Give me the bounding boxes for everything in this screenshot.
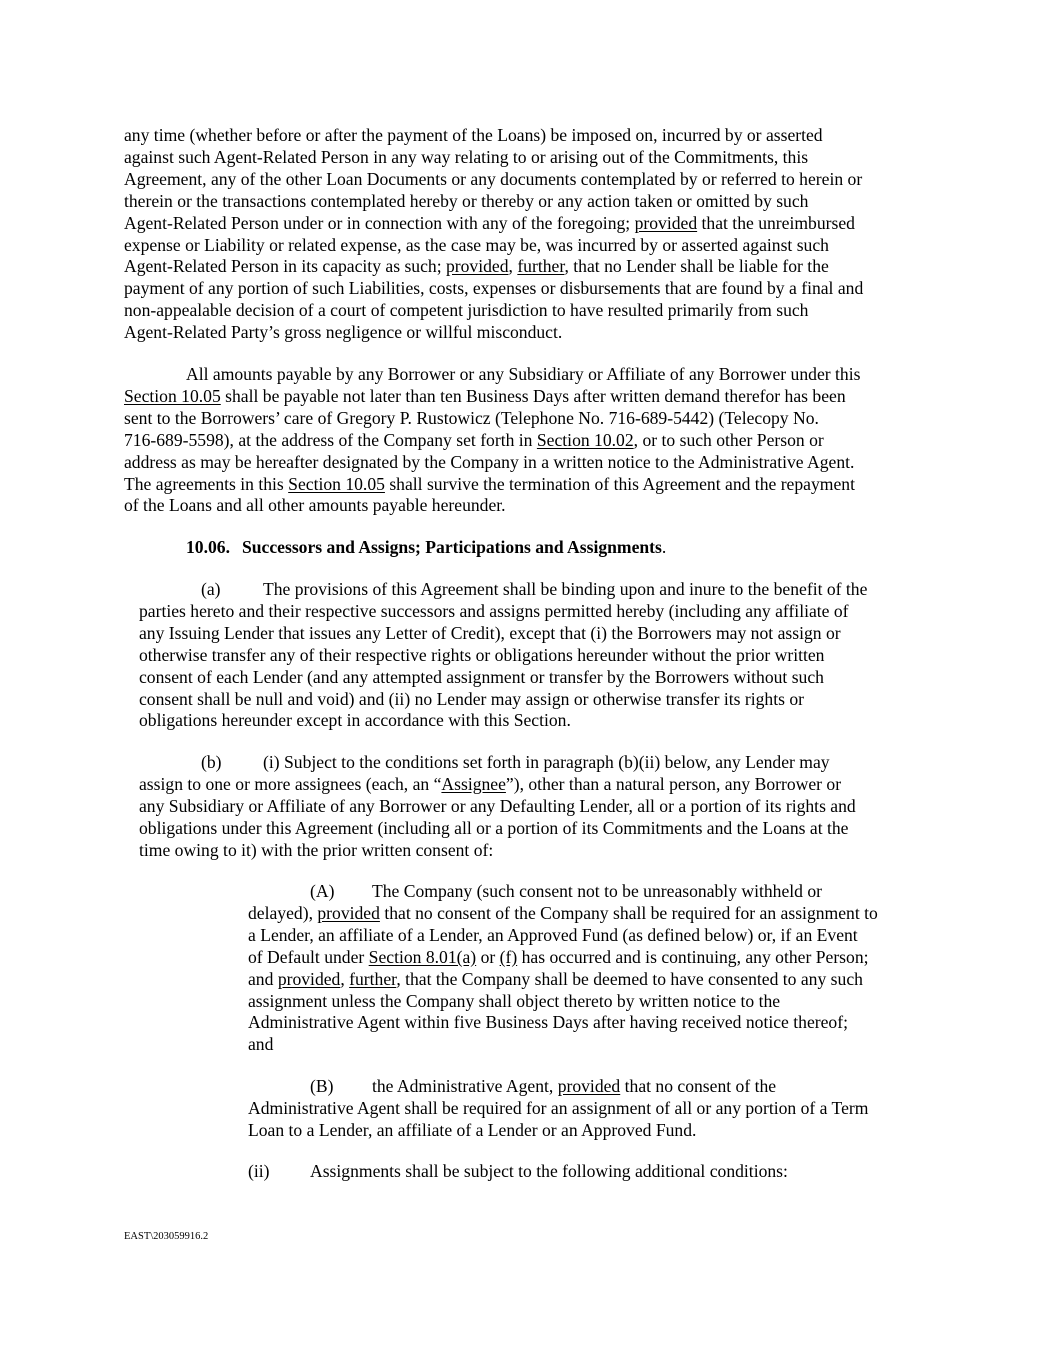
text-line: payment of any portion of such Liabilities, costs, expenses or disbursements that are found by a final and bbox=[124, 278, 864, 299]
text-line: Administrative Agent within five Business Days after having received notice thereof; bbox=[248, 1012, 848, 1033]
term-provided: provided bbox=[557, 1076, 621, 1096]
text-line: a Lender, an affiliate of a Lender, an Approved Fund (as defined below) or, if an Event bbox=[248, 924, 858, 945]
text-line: Section 10.05 shall be payable not later than ten Business Days after written demand therefor has been bbox=[124, 385, 846, 406]
clause-label: (ii) bbox=[248, 1161, 270, 1181]
text-line: Agent-Related Person in its capacity as such; provided, further, that no Lender shall be liable for the bbox=[124, 256, 829, 277]
document-id-footer: EAST\203059916.2 bbox=[124, 1231, 209, 1242]
text-line: otherwise transfer any of their respective rights or obligations hereunder without the prior written bbox=[139, 644, 825, 665]
text-line: expense or Liability or related expense, as the case may be, was incurred by or asserted against such bbox=[124, 234, 829, 255]
paragraph-A bbox=[248, 881, 878, 1056]
text-line: any Subsidiary or Affiliate of any Borrower or any Defaulting Lender, all or a portion of its rights and bbox=[139, 795, 856, 816]
clause-label: (b) bbox=[201, 752, 222, 772]
section-reference: Section 10.05 bbox=[124, 385, 221, 406]
clause-label: (B) bbox=[310, 1076, 334, 1096]
section-reference: Section 10.05 bbox=[288, 473, 385, 494]
paragraph-amounts-payable bbox=[124, 364, 860, 517]
text-line: against such Agent-Related Person in any way relating to or arising out of the Commitments, this bbox=[124, 146, 809, 167]
text-line: assign to one or more assignees (each, an “Assignee”), other than a natural person, any Borrower or bbox=[139, 773, 842, 794]
text-line: address as may be hereafter designated by the Company in a written notice to the Administrative Agent. bbox=[124, 451, 855, 472]
text-line: 716-689-5598), at the address of the Company set forth in Section 10.02, or to such other Person or bbox=[124, 429, 824, 450]
text-line: of the Loans and all other amounts payable hereunder. bbox=[124, 495, 506, 516]
text-line: sent to the Borrowers’ care of Gregory P. Rustowicz (Telephone No. 716-689-5442) (Telecopy No. bbox=[124, 407, 819, 428]
text-line: time owing to it) with the prior written consent of: bbox=[139, 839, 494, 860]
term-provided: provided bbox=[317, 902, 380, 923]
text-line: delayed), provided that no consent of the Company shall be required for an assignment to bbox=[248, 902, 878, 923]
text-line: Loan to a Lender, an affiliate of a Lender or an Approved Fund. bbox=[248, 1119, 697, 1140]
section-title: Successors and Assigns; Participations and Assignments bbox=[241, 537, 662, 557]
section-heading: 10.06. Successors and Assigns; Participations and Assignments. bbox=[186, 537, 667, 557]
text-line: obligations hereunder except in accordance with this Section. bbox=[139, 710, 571, 731]
text-line: any time (whether before or after the payment of the Loans) be imposed on, incurred by or asserted bbox=[124, 125, 823, 145]
paragraph-indemnity-continuation bbox=[124, 125, 863, 344]
clause-label: (A) bbox=[310, 881, 335, 901]
text-line: and provided, further, that the Company shall be deemed to have consented to any such bbox=[248, 968, 863, 989]
text-line: therein or the transactions contemplated hereby or thereby or any action taken or omitted by such bbox=[124, 190, 809, 211]
term-provided: provided bbox=[277, 968, 341, 989]
text-line: consent shall be null and void) and (ii) no Lender may assign or otherwise transfer its rights or bbox=[139, 688, 804, 709]
term-provided: provided bbox=[445, 256, 509, 277]
section-reference: Section 10.02 bbox=[536, 429, 634, 450]
text-line: of Default under Section 8.01(a) or (f) has occurred and is continuing, any other Person; bbox=[248, 946, 869, 967]
text-line: All amounts payable by any Borrower or any Subsidiary or Affiliate of any Borrower under this bbox=[186, 364, 861, 384]
text-line: (A) The Company (such consent not to be unreasonably withheld or bbox=[310, 881, 823, 901]
text-line: parties hereto and their respective successors and assigns permitted hereby (including any affiliate of bbox=[139, 600, 849, 621]
text-line: (b) (i) Subject to the conditions set forth in paragraph (b)(ii) below, any Lender may bbox=[201, 752, 830, 772]
text-line: Agent-Related Party’s gross negligence or willful misconduct. bbox=[124, 322, 563, 343]
section-reference: (f) bbox=[499, 946, 518, 967]
section-number: 10.06. bbox=[186, 537, 230, 557]
text-line: assignment unless the Company shall object thereto by written notice to the bbox=[248, 990, 781, 1011]
text-line: non-appealable decision of a court of competent jurisdiction to have resulted primarily from such bbox=[124, 300, 809, 321]
text-line: (ii) Assignments shall be subject to the following additional conditions: bbox=[248, 1161, 788, 1181]
term-provided: provided bbox=[634, 212, 698, 233]
section-reference: Section 8.01(a) bbox=[368, 946, 477, 967]
text-line: and bbox=[248, 1034, 274, 1055]
term-further: further bbox=[517, 256, 565, 277]
text-line: The agreements in this Section 10.05 shall survive the termination of this Agreement and the repayment bbox=[124, 473, 855, 494]
paragraph-a bbox=[139, 579, 867, 732]
text-line: consent of each Lender (and any attempted assignment or transfer by the Borrowers without such bbox=[139, 666, 824, 687]
paragraph-ii bbox=[248, 1161, 788, 1183]
text-line: Agreement, any of the other Loan Documents or any documents contemplated by or referred to herein or bbox=[124, 168, 863, 189]
text-line: Administrative Agent shall be required for an assignment of all or any portion of a Term bbox=[248, 1097, 869, 1118]
text-line: (a) The provisions of this Agreement shall be binding upon and inure to the benefit of the bbox=[201, 579, 868, 599]
term-further: further bbox=[349, 968, 397, 989]
defined-term: Assignee bbox=[441, 773, 506, 794]
text-line: obligations under this Agreement (including all or a portion of its Commitments and the Loans at the bbox=[139, 817, 849, 838]
text-line: any Issuing Lender that issues any Letter of Credit), except that (i) the Borrowers may not assign or bbox=[139, 622, 841, 643]
clause-label: (a) bbox=[201, 579, 221, 599]
paragraph-B bbox=[248, 1076, 868, 1142]
text-line: Agent-Related Person under or in connection with any of the foregoing; provided that the unreimbursed bbox=[124, 212, 855, 233]
paragraph-b bbox=[139, 752, 856, 862]
text-line: (B) the Administrative Agent, provided that no consent of the bbox=[310, 1076, 777, 1096]
